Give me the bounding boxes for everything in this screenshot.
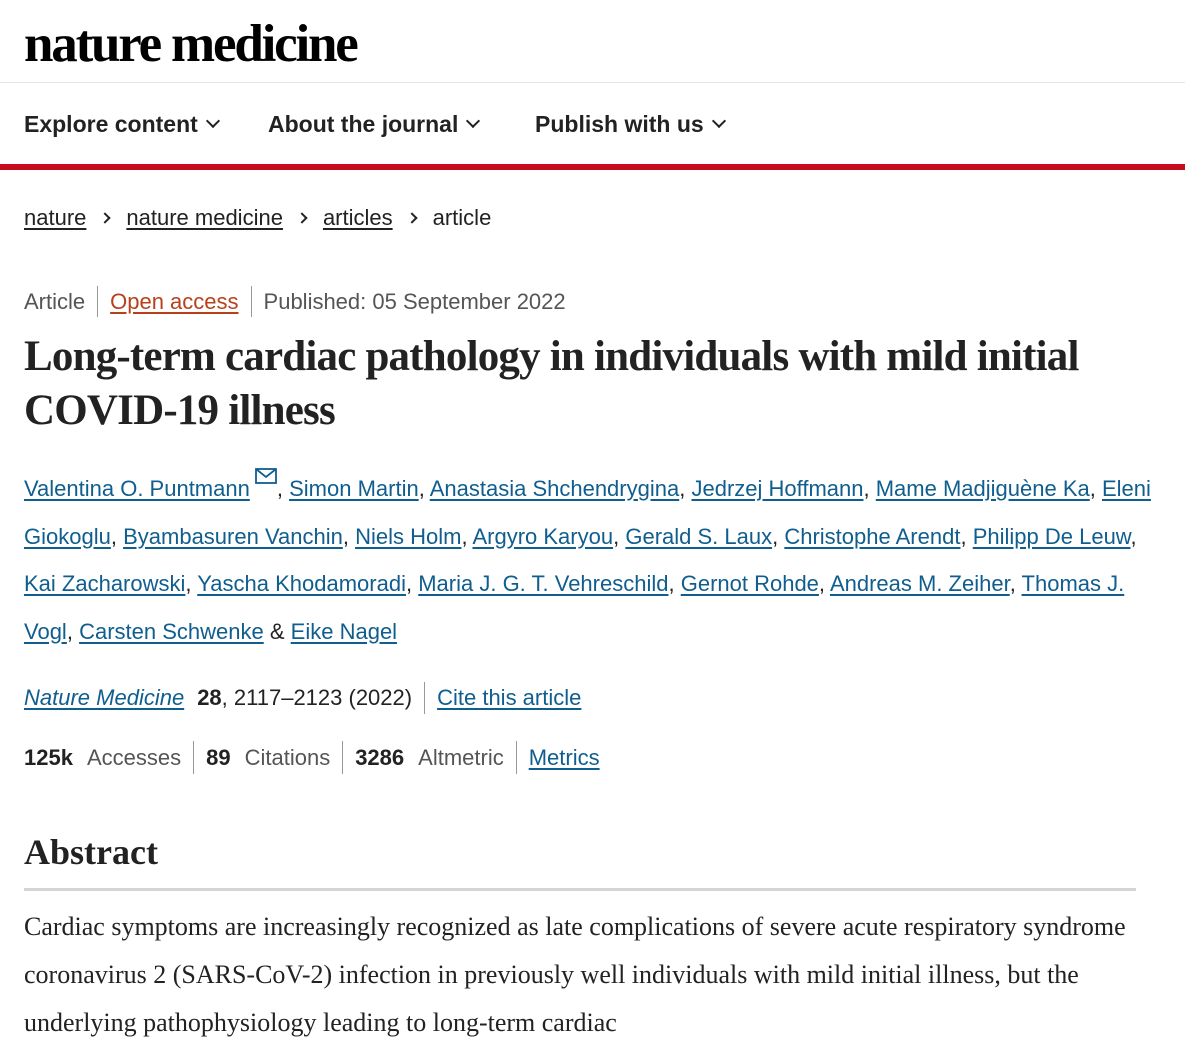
divider xyxy=(97,286,98,317)
separator: , xyxy=(418,476,425,501)
author-link[interactable]: Christophe Arendt xyxy=(784,523,961,549)
volume: 28 xyxy=(197,685,222,710)
author-link[interactable]: Mame Madjiguène Ka xyxy=(875,476,1090,501)
separator: & xyxy=(269,618,285,644)
separator: , xyxy=(276,476,283,501)
nav-publish-with-us[interactable] xyxy=(535,110,724,138)
citations-label: Citations xyxy=(244,744,331,770)
breadcrumb-nature[interactable]: nature xyxy=(24,205,87,230)
cite-article-link[interactable]: Cite this article xyxy=(437,685,582,710)
separator: , xyxy=(668,571,675,596)
chevron-down-icon xyxy=(466,114,480,128)
author-link[interactable]: Gernot Rohde xyxy=(680,571,819,596)
separator: , xyxy=(1009,571,1016,596)
author-link[interactable]: Simon Martin xyxy=(289,476,419,501)
brand-divider xyxy=(0,164,1185,170)
author-link[interactable]: Gerald S. Laux xyxy=(625,523,773,549)
author-link[interactable]: Eleni Giokoglu xyxy=(24,476,1151,549)
author-link[interactable]: Andreas M. Zeiher xyxy=(829,571,1010,596)
metrics-row xyxy=(24,741,600,774)
author-link[interactable]: Kai Zacharowski xyxy=(24,571,186,596)
citation-row xyxy=(24,682,581,714)
author-list xyxy=(24,465,1154,655)
author-link[interactable]: Valentina O. Puntmann xyxy=(24,476,250,501)
nav-about-journal[interactable] xyxy=(268,110,478,138)
envelope-icon[interactable] xyxy=(255,468,277,484)
citations-count: 89 xyxy=(206,744,231,770)
separator: , xyxy=(613,523,620,549)
author-link[interactable]: Philipp De Leuw xyxy=(972,523,1131,549)
journal-logo[interactable]: nature medicine xyxy=(24,15,357,73)
altmetric-count: 3286 xyxy=(355,744,405,770)
main-nav xyxy=(0,83,1185,164)
author-link[interactable]: Carsten Schwenke xyxy=(79,618,264,644)
author-link[interactable]: Niels Holm xyxy=(355,523,462,549)
author-link[interactable]: Byambasuren Vanchin xyxy=(123,523,343,549)
separator: , xyxy=(110,523,117,549)
pages: , 2117–2123 (2022) xyxy=(221,685,413,710)
chevron-right-icon xyxy=(296,212,307,223)
nav-label: Publish with us xyxy=(535,110,704,137)
divider xyxy=(251,286,252,317)
site-header xyxy=(0,0,1185,83)
separator: , xyxy=(772,523,779,549)
author-link[interactable]: Anastasia Shchendrygina xyxy=(429,476,680,501)
divider xyxy=(342,741,343,774)
separator: , xyxy=(960,523,967,549)
chevron-down-icon xyxy=(712,114,726,128)
breadcrumb-articles[interactable]: articles xyxy=(322,205,393,230)
chevron-right-icon xyxy=(100,212,111,223)
separator: , xyxy=(1089,476,1096,501)
abstract-heading: Abstract xyxy=(24,832,158,872)
divider xyxy=(424,682,425,714)
author-link[interactable]: Thomas J. Vogl xyxy=(24,571,1125,644)
nav-explore-content[interactable] xyxy=(24,110,218,138)
published-date: Published: 05 September 2022 xyxy=(263,288,566,314)
chevron-right-icon xyxy=(406,212,417,223)
nav-label: Explore content xyxy=(24,110,198,137)
separator: , xyxy=(405,571,413,596)
breadcrumb-nature-medicine[interactable]: nature medicine xyxy=(126,205,283,230)
author-link[interactable]: Yascha Khodamoradi xyxy=(197,571,406,596)
chevron-down-icon xyxy=(206,114,220,128)
accesses-count: 125k xyxy=(24,744,73,770)
separator: , xyxy=(1130,523,1137,549)
abstract-text: Cardiac symptoms are increasingly recognized as late complications of severe acute respiratory syndrome coronavirus 2 (SARS-CoV-2) infection in previously well individuals with mild initial illness, but the underlying pathophysiology leading to long-term cardiac xyxy=(24,912,1126,1037)
separator: , xyxy=(66,618,73,644)
journal-link[interactable]: Nature Medicine xyxy=(24,685,185,710)
section-divider xyxy=(24,888,1136,891)
author-link[interactable]: Eike Nagel xyxy=(290,618,398,644)
separator: , xyxy=(863,476,870,501)
nav-label: About the journal xyxy=(268,110,459,137)
article-type: Article xyxy=(24,288,86,314)
accesses-label: Accesses xyxy=(86,744,182,770)
metrics-link[interactable]: Metrics xyxy=(528,744,600,770)
divider xyxy=(516,741,517,774)
altmetric-label: Altmetric xyxy=(418,744,504,770)
separator: , xyxy=(679,476,686,501)
divider xyxy=(193,741,194,774)
open-access-link[interactable]: Open access xyxy=(110,288,239,314)
separator: , xyxy=(185,571,192,596)
breadcrumb-current: article xyxy=(432,205,492,230)
author-link[interactable]: Jedrzej Hoffmann xyxy=(691,476,864,501)
breadcrumb xyxy=(24,203,491,233)
separator: , xyxy=(342,523,349,549)
author-link[interactable]: Argyro Karyou xyxy=(472,523,614,549)
separator: , xyxy=(461,523,468,549)
separator: , xyxy=(818,571,826,596)
article-title: Long-term cardiac pathology in individuals with mild initial COVID-19 illness xyxy=(24,333,1079,434)
author-link[interactable]: Maria J. G. T. Vehreschild xyxy=(418,571,669,596)
article-meta xyxy=(24,286,566,317)
